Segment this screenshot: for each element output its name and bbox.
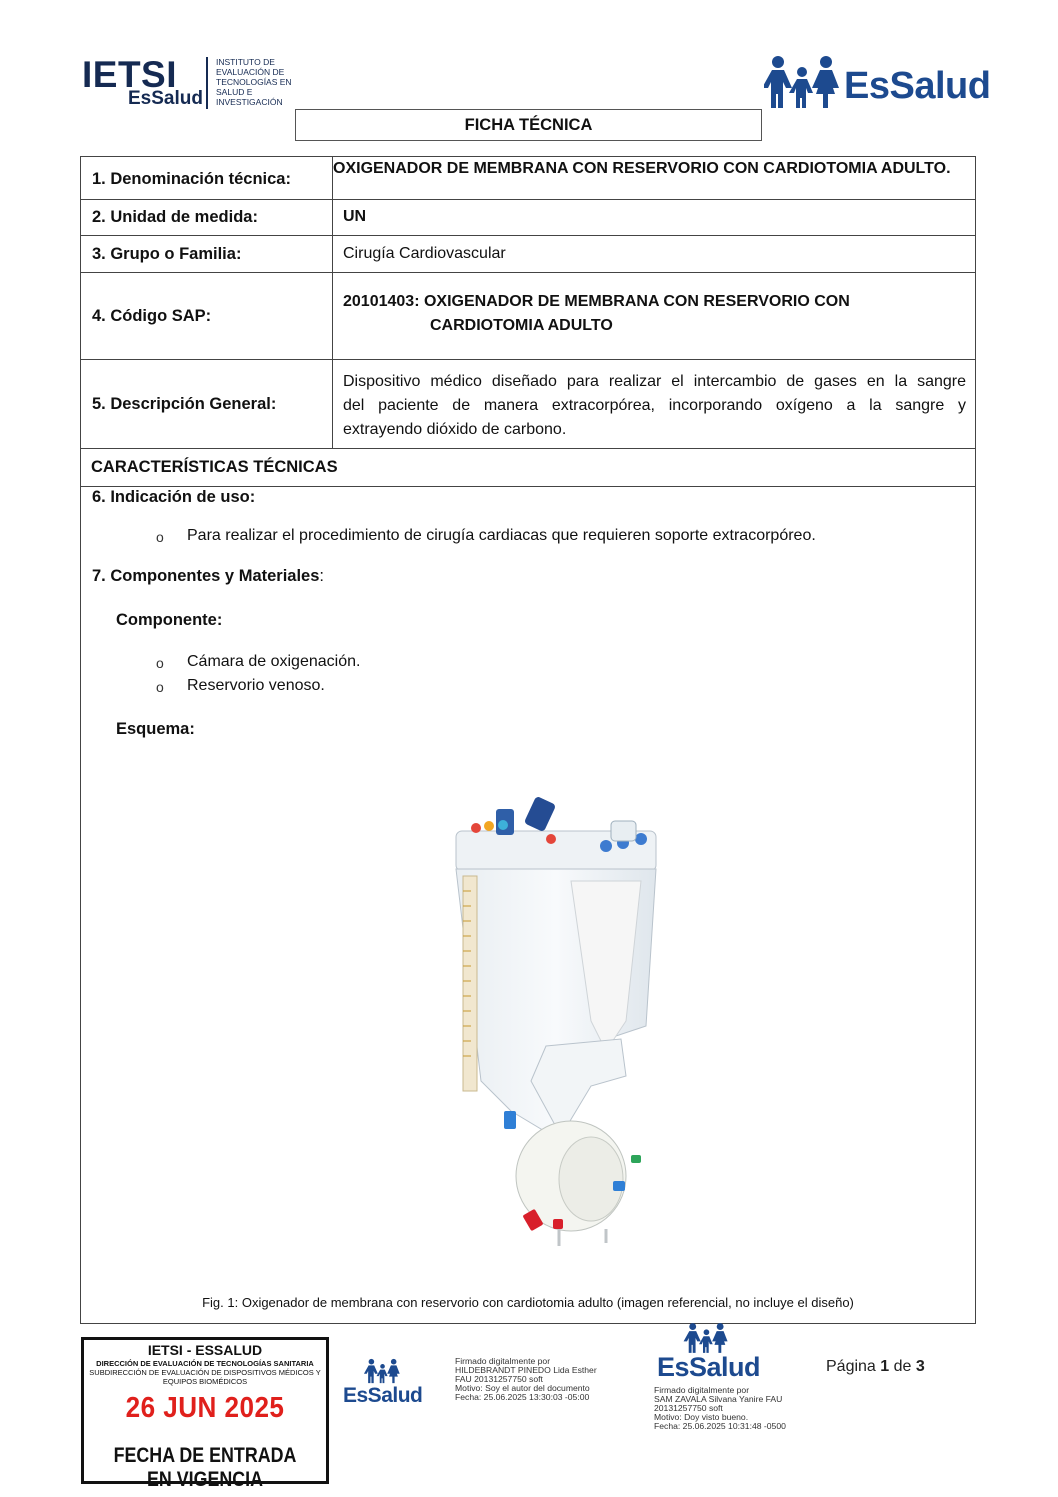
table-divider [81, 359, 975, 360]
essalud-small-logo-text: EsSalud [343, 1384, 423, 1407]
componente-item: Cámara de oxigenación. [187, 653, 361, 670]
essalud-small-logo [343, 1358, 423, 1408]
row-value-descripcion: Dispositivo médico diseñado para realizar el intercambio de gases en la sangre del paciente de manera extracorpórea, incorporando oxígeno a la sangre y extrayendo dióxido de carbono. [343, 373, 966, 438]
essalud-logo [764, 54, 994, 112]
table-divider [81, 272, 975, 273]
table-divider [81, 199, 975, 200]
indicacion-item: Para realizar el procedimiento de cirugía cardiacas que requieren soporte extracorpóreo. [187, 527, 816, 544]
row-value-denominacion: OXIGENADOR DE MEMBRANA CON RESERVORIO CON CARDIOTOMIA ADULTO. [333, 160, 951, 177]
row-value-grupo: Cirugía Cardiovascular [343, 245, 506, 262]
ietsi-logo-sub: EsSalud [128, 88, 203, 109]
essalud-family-icon [681, 1322, 733, 1354]
ietsi-institute-text: INSTITUTO DE EVALUACIÓN DE TECNOLOGÍAS EN SALUD E INVESTIGACIÓN [216, 57, 292, 107]
digital-signature-1: Firmado digitalmente por HILDEBRANDT PINEDO Lida Esther FAU 20131257750 soft Motivo: Soy el autor del documento Fecha: 25.06.2025 13:30:03 -05:00 [455, 1356, 597, 1402]
essalud-mid-logo [655, 1322, 765, 1384]
bullet-icon: o [156, 529, 164, 545]
page-number: Página 1 de 3 [826, 1358, 925, 1375]
stamp-title: IETSI - ESSALUD [147, 1342, 263, 1358]
stamp-subtitle: DIRECCIÓN DE EVALUACIÓN DE TECNOLOGÍAS SANITARIA SUBDIRECCIÓN DE EVALUACIÓN DE DISPOSITIVOS MÉDICOS Y EQUIPOS BIOMÉDICOS [89, 1359, 321, 1386]
row-value-unidad: UN [343, 208, 367, 225]
row-label-unidad: 2. Unidad de medida: [92, 208, 258, 226]
row-label-sap: 4. Código SAP: [92, 307, 212, 325]
table-divider [81, 235, 975, 236]
ietsi-logo [82, 55, 297, 111]
row-value-sap-line1: 20101403: OXIGENADOR DE MEMBRANA CON RESERVORIO CON [343, 293, 850, 310]
stamp-date: 26 JUN 2025 [125, 1392, 285, 1424]
table-column-divider [332, 157, 333, 448]
esquema-title: Esquema: [116, 720, 195, 738]
essalud-logo-text: EsSalud [844, 65, 991, 107]
figure-caption: Fig. 1: Oxigenador de membrana con reservorio con cardiotomia adulto (imagen referencial, no incluye el diseño) [202, 1295, 854, 1310]
oxygenator-device-image [441, 781, 661, 1246]
essalud-family-icon [764, 54, 842, 110]
componente-item: Reservorio venoso. [187, 677, 325, 694]
row-label-denominacion: 1. Denominación técnica: [92, 170, 291, 188]
bullet-icon: o [156, 655, 164, 671]
ietsi-logo-name: IETSI [82, 54, 178, 95]
essalud-family-icon [361, 1358, 405, 1384]
componentes-title: 7. Componentes y Materiales: [92, 567, 325, 585]
stamp-caption: FECHA DE ENTRADA EN VIGENCIA [113, 1444, 297, 1491]
section-title: CARACTERÍSTICAS TÉCNICAS [91, 458, 338, 476]
ietsi-logo-divider [206, 57, 208, 109]
spec-table [80, 156, 976, 1324]
essalud-mid-logo-text: EsSalud [657, 1352, 761, 1382]
indicacion-title: 6. Indicación de uso: [92, 488, 256, 506]
table-divider [81, 448, 975, 449]
componente-subtitle: Componente: [116, 611, 223, 629]
digital-signature-2: Firmado digitalmente por SAM ZAVALA Silvana Yanire FAU 20131257750 soft Motivo: Doy visto bueno. Fecha: 25.06.2025 10:31:48 -0500 [654, 1385, 786, 1431]
row-label-grupo: 3. Grupo o Familia: [92, 245, 242, 263]
bullet-icon: o [156, 679, 164, 695]
row-value-sap-line2: CARDIOTOMIA ADULTO [430, 317, 613, 334]
table-divider [81, 486, 975, 487]
vigencia-stamp [81, 1337, 329, 1491]
document-title: FICHA TÉCNICA [295, 109, 762, 141]
row-label-descripcion: 5. Descripción General: [92, 395, 277, 413]
